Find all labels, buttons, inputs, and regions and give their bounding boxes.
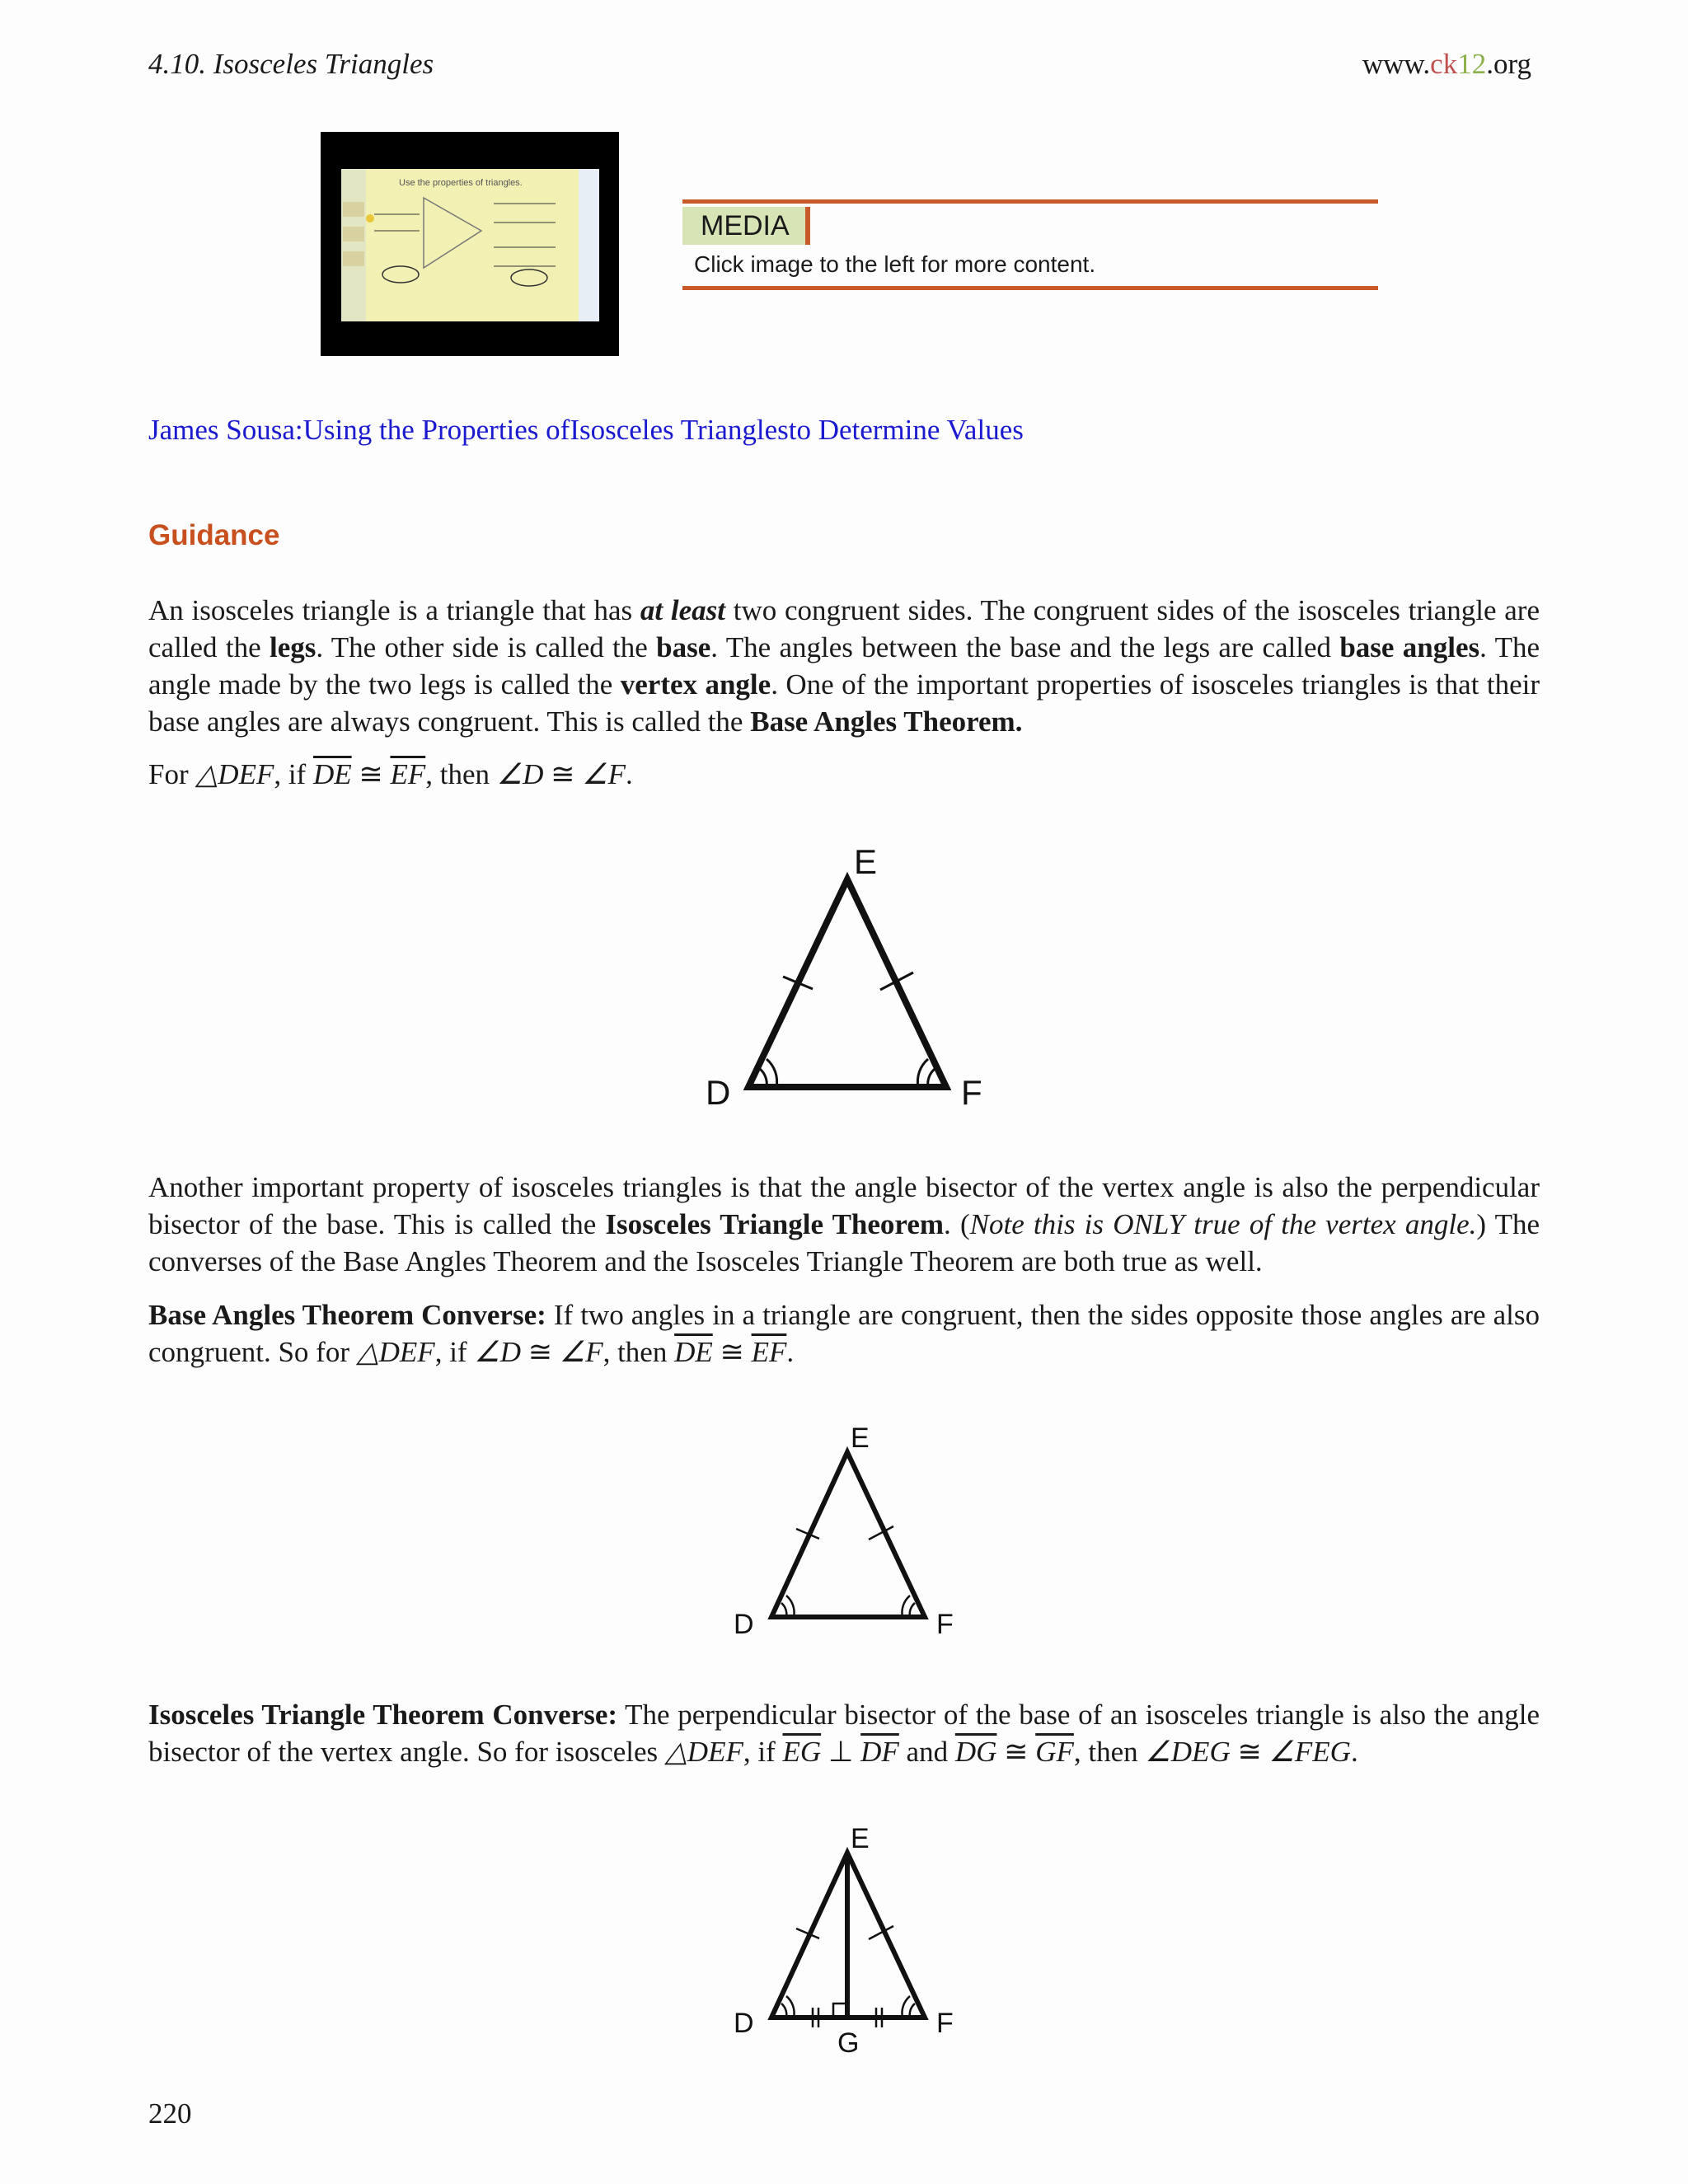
paragraph-base-angles-example: For △DEF, if $\overline{DE}$ ≅ $\overline{EF}$, then ∠D ≅ ∠F.: [148, 758, 633, 790]
vertex-label-d: D: [706, 1073, 731, 1112]
media-caption: Click image to the left for more content.: [694, 251, 1096, 277]
paragraph-isosceles-converse: Isosceles Triangle Theorem Converse: The perpendicular bisector of the base of an isosceles triangle is also the angle bisector of the vertex angle. So for isosceles △DEF, if $\overline{EG}$ ⊥ $\overline{DF}$ and $\overline{DG}$ ≅ $\overline{GF}$, then ∠DEG ≅ ∠FEG.: [148, 1699, 1540, 1768]
media-box: [682, 199, 1378, 290]
figure-isosceles-triangle-3: [725, 1813, 973, 2060]
video-thumbnail[interactable]: [321, 132, 619, 356]
page-number: 220: [148, 2097, 192, 2130]
vertex-label-e: E: [854, 842, 878, 881]
vertex-label-f: F: [936, 2008, 954, 2039]
url-ck: ck: [1430, 48, 1458, 80]
vertex-label-f: F: [961, 1073, 982, 1112]
figure-isosceles-triangle-2: [725, 1418, 973, 1636]
paragraph-isosceles-theorem: Another important property of isosceles triangles is that the angle bisector of the vertex angle is also the perpendicular bisector of the base. This is called the Isosceles Triangle Theorem. (Note this is ONLY true of the vertex angle.) The converses of the Base Angles Theorem and the Isosceles Triangle Theorem are both true as well.: [148, 1171, 1540, 1277]
url-prefix: www.: [1362, 48, 1431, 80]
point-label-g: G: [837, 2027, 860, 2059]
running-header-url[interactable]: [1362, 48, 1531, 81]
vertex-label-e: E: [851, 1422, 870, 1454]
figure-isosceles-triangle-1: [692, 837, 1014, 1117]
media-tag: MEDIA: [682, 207, 810, 245]
whiteboard-sketch: [341, 169, 599, 321]
video-link[interactable]: James Sousa:Using the Properties ofIsosceles Trianglesto Determine Values: [148, 414, 1024, 446]
media-bottom-rule: [682, 286, 1378, 290]
section-heading-guidance: Guidance: [148, 519, 280, 551]
running-header-section: 4.10. Isosceles Triangles: [148, 48, 434, 80]
vertex-label-e: E: [851, 1823, 870, 1854]
url-suffix: .org: [1486, 48, 1531, 80]
video-frame: [341, 169, 599, 321]
vertex-label-f: F: [936, 1609, 954, 1636]
paragraph-definition: An isosceles triangle is a triangle that has at least two congruent sides. The congruent sides of the isosceles triangle are called the legs. The other side is called the base. The angles between the base and the legs are called base angles. The angle made by the two legs is called the vertex angle. One of the important properties of isosceles triangles is that their base angles are always congruent. This is called the Base Angles Theorem.: [148, 594, 1540, 738]
url-num: 12: [1457, 48, 1487, 80]
paragraph-base-angles-converse: Base Angles Theorem Converse: If two angles in a triangle are congruent, then the sides opposite those angles are also congruent. So for △DEF, if ∠D ≅ ∠F, then $\overline{DE}$ ≅ $\overline{EF}$.: [148, 1299, 1540, 1368]
thumbnail-title: Use the properties of triangles.: [399, 178, 523, 188]
vertex-label-d: D: [734, 2008, 754, 2039]
vertex-label-d: D: [734, 1609, 754, 1636]
